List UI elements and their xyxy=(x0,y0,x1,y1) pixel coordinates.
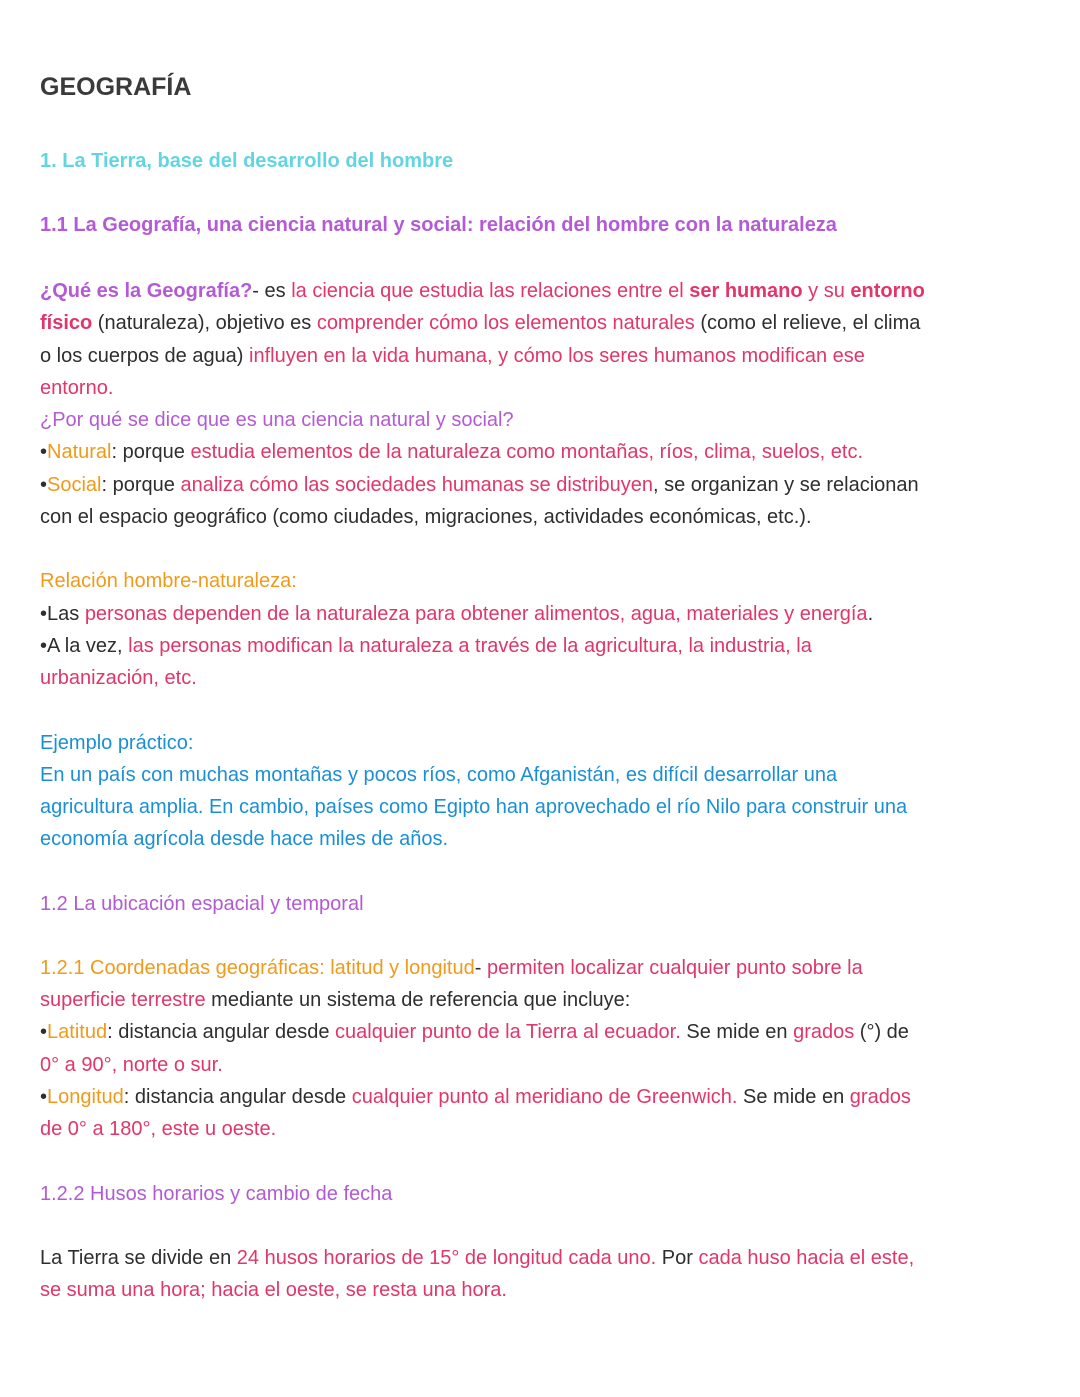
bullet: • xyxy=(40,1085,48,1108)
ejemplo-paragraph: Ejemplo práctico: En un país con muchas montañas y pocos ríos, como Afganistán, es difícil desarrollar una agricultura amplia. En cambio, países como Egipto han aprovechado el río Nilo para construir una economía agrícola desde hace miles de años. xyxy=(40,731,908,851)
que-es-geografia-block xyxy=(40,275,1040,533)
husos-paragraph: La Tierra se divide en 24 husos horarios de 15° de longitud cada uno. Por cada huso hacia el este, se suma una hora; hacia el oeste, se resta una hora. xyxy=(40,1246,915,1301)
section-1-heading: 1. La Tierra, base del desarrollo del hombre xyxy=(40,150,454,172)
bullet: • xyxy=(40,1021,48,1044)
coordenadas-block xyxy=(40,952,1040,1146)
bullet: • xyxy=(40,473,48,496)
section-1-1-heading: 1.1 La Geografía, una ciencia natural y social: relación del hombre con la naturaleza xyxy=(40,214,837,236)
que-es-paragraph: ¿Qué es la Geografía?- es la ciencia que estudia las relaciones entre el ser humano y su entorno físico (naturaleza), objetivo es comprender cómo los elementos naturales (como el relieve, el clima o los cuerpos de agua) influyen en la vida humana, y cómo los seres humanos modifican ese entorno. xyxy=(40,280,925,399)
por-que-paragraph: ¿Por qué se dice que es una ciencia natural y social? •Natural: porque estudia elementos de la naturaleza como montañas, ríos, clima, suelos, etc. •Social: porque analiza cómo las sociedades humanas se distribuyen, se organizan y se relacionan con el espacio geográfico (como ciudades, migraciones, actividades económicas, etc.). xyxy=(40,409,919,529)
coordenadas-heading: 1.2.1 Coordenadas geográficas: latitud y longitud xyxy=(40,956,475,979)
section-1-2-block xyxy=(40,888,1040,920)
question-por-que: ¿Por qué se dice que es una ciencia natural y social? xyxy=(40,409,514,432)
section-1-2-2-heading: 1.2.2 Husos horarios y cambio de fecha xyxy=(40,1182,393,1205)
relacion-block xyxy=(40,565,1040,694)
ejemplo-heading: Ejemplo práctico: xyxy=(40,731,194,754)
relacion-heading: Relación hombre-naturaleza: xyxy=(40,570,297,593)
section-1-2-heading: 1.2 La ubicación espacial y temporal xyxy=(40,892,364,915)
ejemplo-block xyxy=(40,727,1040,856)
coordenadas-paragraph: 1.2.1 Coordenadas geográficas: latitud y longitud- permiten localizar cualquier punto sobre la superficie terrestre mediante un sistema de referencia que incluye: •Latitud: distancia angular desde cualquier punto de la Tierra al ecuador. Se mide en grados (°) de 0° a 90°, norte o sur. •Longitud: distancia angular desde cualquier punto al meridiano de Greenwich. Se mide en grados de 0° a 180°, este u oeste. xyxy=(40,956,911,1141)
document-title: GEOGRAFÍA xyxy=(40,73,192,101)
relacion-paragraph: Relación hombre-naturaleza: •Las personas dependen de la naturaleza para obtener alimentos, agua, materiales y energía. •A la vez, las personas modifican la naturaleza a través de la agricultura, la industria, la urbanización, etc. xyxy=(40,570,874,690)
section-1-2-2-block xyxy=(40,1178,1040,1210)
question-que-es: ¿Qué es la Geografía? xyxy=(40,280,253,302)
bullet: • xyxy=(40,441,48,464)
husos-block xyxy=(40,1242,1040,1307)
